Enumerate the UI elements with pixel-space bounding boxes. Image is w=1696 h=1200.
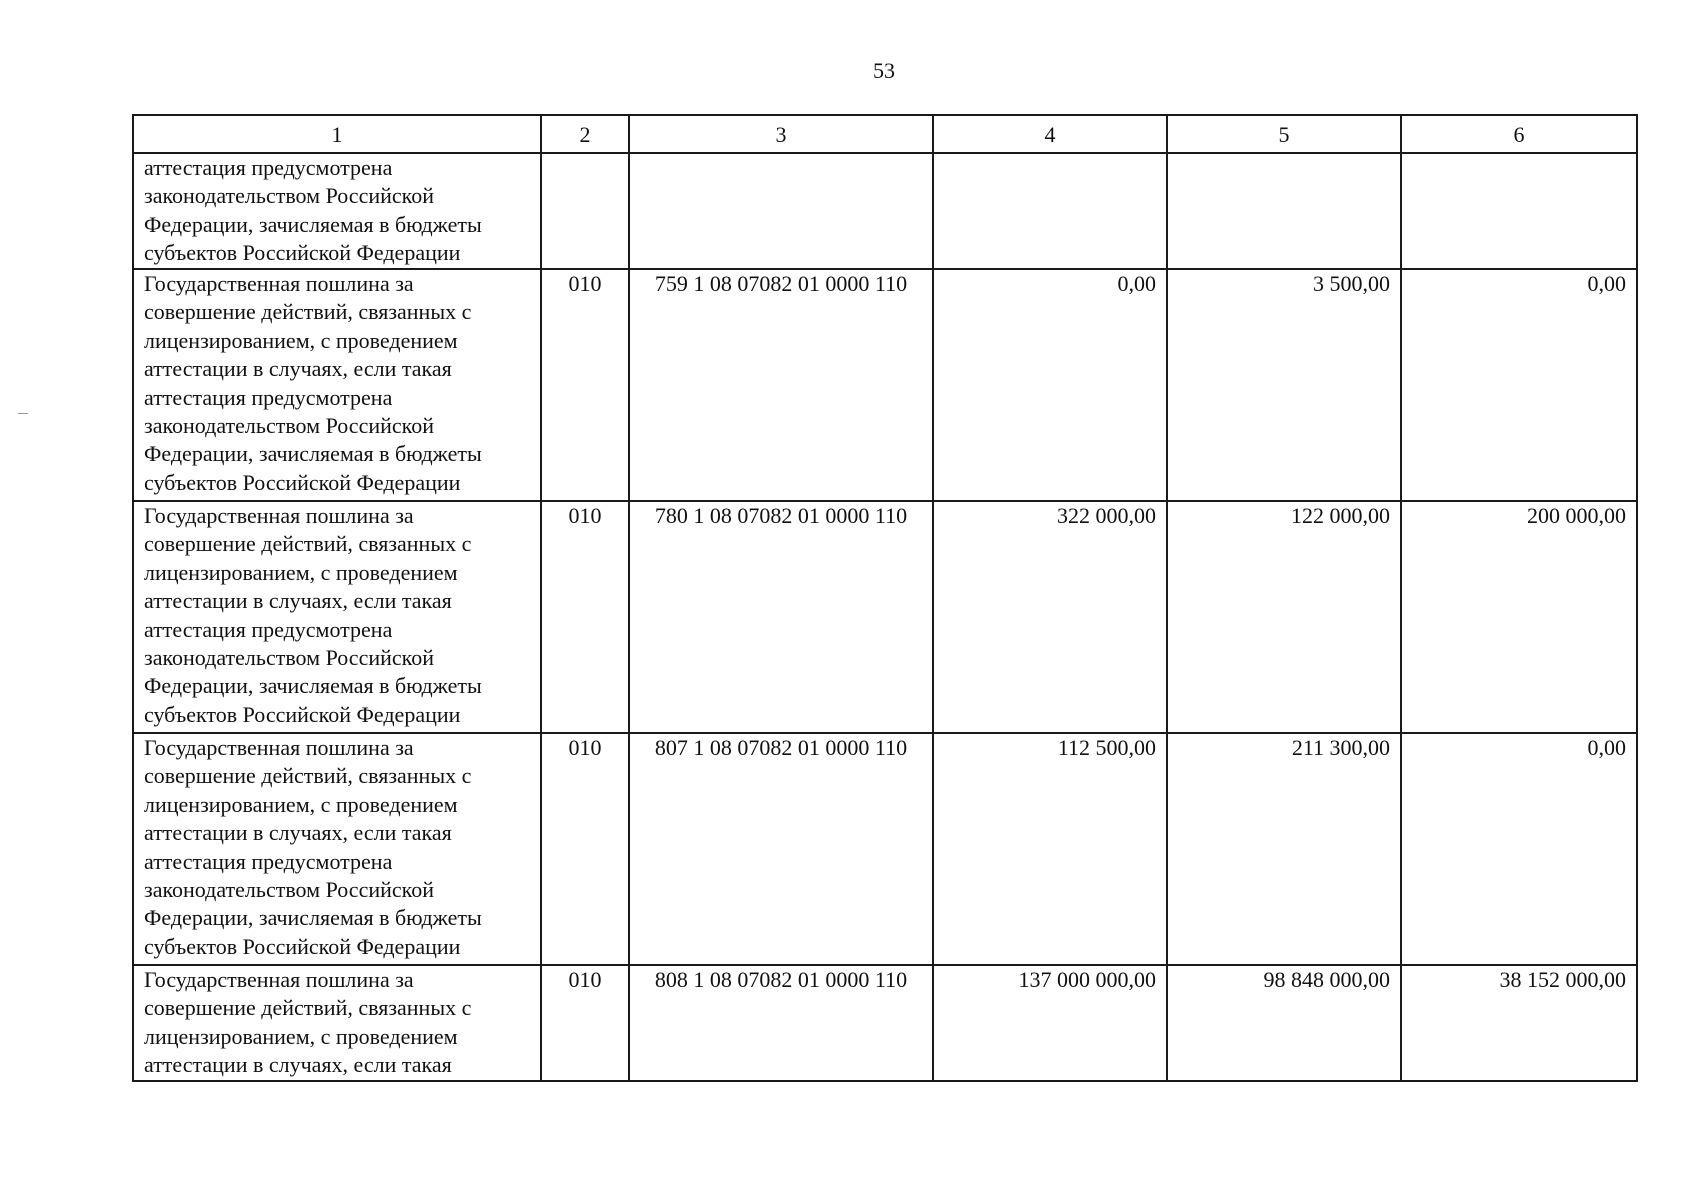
column-header: 2 xyxy=(541,115,629,153)
description-text: аттестация предусмотрена законодательством Российской Федерации, зачисляемая в бюджеты субъектов Российской Федерации xyxy=(144,155,482,266)
description-text: Государственная пошлина за совершение действий, связанных с лицензированием, с проведением аттестации в случаях, если такая xyxy=(144,967,472,1078)
column-5-value: 98 848 000,00 xyxy=(1167,965,1401,1081)
table-row xyxy=(133,153,1637,269)
scan-artifact xyxy=(18,413,28,414)
column-header: 3 xyxy=(629,115,933,153)
column-header: 4 xyxy=(933,115,1167,153)
revenue-table xyxy=(132,114,1638,1082)
table-row xyxy=(133,501,1637,733)
column-6-value: 0,00 xyxy=(1401,733,1637,965)
column-5-value: 3 500,00 xyxy=(1167,269,1401,501)
column-header: 6 xyxy=(1401,115,1637,153)
column-header: 5 xyxy=(1167,115,1401,153)
description-text: Государственная пошлина за совершение действий, связанных с лицензированием, с проведением аттестации в случаях, если такая аттестация предусмотрена законодательством Российской Федерации, зачисляемая в бюджеты субъектов Российской Федерации xyxy=(144,271,482,495)
budget-code-cell xyxy=(629,153,933,269)
column-4-value: 137 000 000,00 xyxy=(933,965,1167,1081)
line-code-cell: 010 xyxy=(541,965,629,1081)
column-4-value: 322 000,00 xyxy=(933,501,1167,733)
column-6-value: 38 152 000,00 xyxy=(1401,965,1637,1081)
column-5-value xyxy=(1167,153,1401,269)
budget-code-cell: 759 1 08 07082 01 0000 110 xyxy=(629,269,933,501)
column-6-value xyxy=(1401,153,1637,269)
column-6-value: 200 000,00 xyxy=(1401,501,1637,733)
table-row xyxy=(133,269,1637,501)
budget-code-cell: 808 1 08 07082 01 0000 110 xyxy=(629,965,933,1081)
column-header: 1 xyxy=(133,115,541,153)
table-header-row xyxy=(133,115,1637,153)
description-text: Государственная пошлина за совершение действий, связанных с лицензированием, с проведением аттестации в случаях, если такая аттестация предусмотрена законодательством Российской Федерации, зачисляемая в бюджеты субъектов Российской Федерации xyxy=(144,735,482,959)
line-code-cell: 010 xyxy=(541,269,629,501)
description-cell xyxy=(133,501,541,733)
line-code-cell: 010 xyxy=(541,501,629,733)
budget-code-cell: 780 1 08 07082 01 0000 110 xyxy=(629,501,933,733)
description-cell xyxy=(133,153,541,269)
table-row xyxy=(133,733,1637,965)
column-4-value: 0,00 xyxy=(933,269,1167,501)
description-cell xyxy=(133,269,541,501)
column-4-value xyxy=(933,153,1167,269)
column-5-value: 211 300,00 xyxy=(1167,733,1401,965)
page-number: 53 xyxy=(873,58,895,83)
budget-code-cell: 807 1 08 07082 01 0000 110 xyxy=(629,733,933,965)
column-5-value: 122 000,00 xyxy=(1167,501,1401,733)
description-cell xyxy=(133,965,541,1081)
column-4-value: 112 500,00 xyxy=(933,733,1167,965)
description-text: Государственная пошлина за совершение действий, связанных с лицензированием, с проведением аттестации в случаях, если такая аттестация предусмотрена законодательством Российской Федерации, зачисляемая в бюджеты субъектов Российской Федерации xyxy=(144,503,482,727)
description-cell xyxy=(133,733,541,965)
column-6-value: 0,00 xyxy=(1401,269,1637,501)
line-code-cell: 010 xyxy=(541,733,629,965)
line-code-cell xyxy=(541,153,629,269)
table-row xyxy=(133,965,1637,1081)
